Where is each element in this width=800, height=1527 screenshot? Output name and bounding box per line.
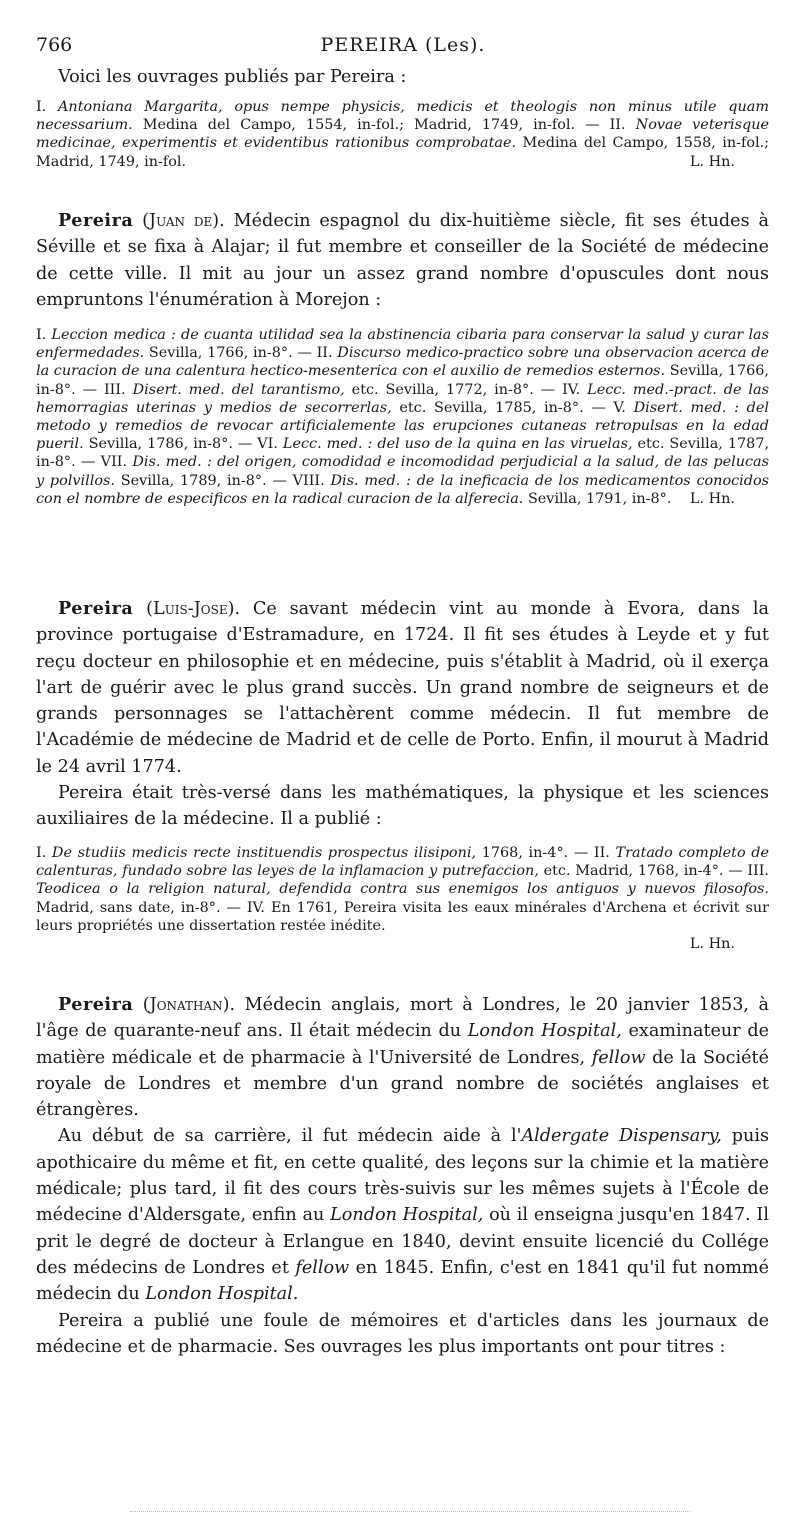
entry-paragraph: Pereira (Jonathan). Médecin anglais, mort à Londres, le 20 janvier 1853, à l'âge de quarante-neuf ans. Il était médecin du London Hospital, examinateur de matière médicale et de pharmacie à l'Université de Londres, fellow de la Société royale de Londres et membre d'un grand nombre de sociétés anglaises et étrangères. xyxy=(36,994,769,1121)
entry-name: Pereira xyxy=(58,598,134,619)
work-title: Dis. med. : de la ineficacia de los medicamentos conocidos con el nombre de especificos en la radical curacion de la alferecia. xyxy=(36,472,770,507)
work-title: Lecc. med. : del uso de la quina en las viruelas, xyxy=(282,436,633,453)
entry-jonathan xyxy=(36,992,769,1360)
author-signature: L. Hn. xyxy=(689,936,735,953)
work-number: IV. xyxy=(246,899,266,916)
work-title: Disert. med. del tarantismo, xyxy=(132,381,345,398)
works-list-3 xyxy=(36,844,769,953)
work-number: III. xyxy=(103,381,126,398)
work-publication: Madrid, sans date, in-8°. — xyxy=(36,899,241,916)
work-title: Disert. med. : del metodo y remedios de revocar artificialemente las erupciones cutaneas retropulsas en la edad pueril. xyxy=(36,399,770,453)
entry-text: Ce savant médecin vint au monde à Evora, dans la province portugaise d'Estramadure, en 1724. Il fit ses études à Leyde et y fut reçu docteur en philosophie et en médecine, puis s'établit à Madrid, où il exerça l'art de guérir avec le plus grand succès. Un grand nombre de seigneurs et de grands personnages se l'attachèrent comme médecin. Il fut membre de l'Académie de médecine de Madrid et de celle de Porto. Enfin, il mourut à Madrid le 24 avril 1774. xyxy=(36,599,770,777)
work-number: IV. xyxy=(562,381,581,398)
work-publication: Sevilla, 1766, in-8°. — xyxy=(36,363,770,398)
entry-name: Pereira xyxy=(58,994,134,1015)
work-publication: etc. Sevilla, 1785, in-8°. — xyxy=(399,399,606,416)
work-number: V. xyxy=(613,399,626,416)
author-signature: L. Hn. xyxy=(689,490,735,507)
work-title: Teodicea o la religion natural, defendida contra sus enemigos los antiguos y nuevos filosofos. xyxy=(36,881,769,898)
work-publication: Medina del Campo, 1554, in-fol.; Madrid, 1749, in-fol. — xyxy=(142,117,600,134)
works-list-2 xyxy=(36,326,769,508)
work-title: Dis. med. : del origen, comodidad e incomodidad perjudicial a la salud, de las pelucas y polvillos. xyxy=(36,454,769,489)
work-title: Novae veterisque medicinae, experimentis et evidentibus rationibus comprobatae. xyxy=(36,117,769,152)
entry-paragraph: Pereira était très-versé dans les mathématiques, la physique et les sciences auxiliaires de la médecine. Il a publié : xyxy=(36,783,769,830)
institution-name: London Hospital, xyxy=(330,1205,484,1226)
institution-name: London Hospital. xyxy=(145,1284,299,1305)
work-publication: Sevilla, 1766, in-8°. — xyxy=(148,345,312,362)
work-title: Leccion medica : de cuanta utilidad sea la abstinencia cibaria para conservar la salud y curar las enfermedades. xyxy=(36,327,770,362)
work-publication: Sevilla, 1791, in-8°. xyxy=(527,490,672,507)
running-header xyxy=(36,34,770,56)
work-number: II. xyxy=(609,117,626,134)
work-number: VII. xyxy=(100,454,128,471)
page-number: 766 xyxy=(36,34,73,56)
institution-name: London Hospital, xyxy=(467,1021,622,1042)
work-publication: etc. Sevilla, 1787, in-8°. — xyxy=(36,436,770,471)
intro-line: Voici les ouvrages publiés par Pereira : xyxy=(58,67,407,87)
works-list-1 xyxy=(36,98,769,171)
author-signature: L. Hn. xyxy=(689,153,735,170)
entry-paragraph: Pereira a publié une foule de mémoires et d'articles dans les journaux de médecine et de pharmacie. Ses ouvrages les plus importants ont pour titres : xyxy=(36,1310,769,1357)
work-number: I. xyxy=(36,99,47,115)
entry-luis xyxy=(36,596,769,833)
entry-juan xyxy=(36,208,769,313)
entry-text: Médecin espagnol du dix-huitième siècle, fit ses études à Séville et se fixa à Alajar; il fut membre et conseiller de la Société de médecine de cette ville. Il mit au jour un assez grand nombre d'opuscules dont nous empruntons l'énumération à Morejon : xyxy=(36,211,770,310)
work-title: Discurso medico-practico sobre una observacion acerca de la curacion de una calentura hectico-mesenterica con el auxilio de remedios esternos. xyxy=(36,345,770,380)
work-number: II. xyxy=(316,345,333,362)
work-number: I. xyxy=(36,327,47,343)
work-publication: Medina del Campo, 1558, in-fol.; Madrid, 1749, in-fol. xyxy=(36,135,770,170)
work-publication: etc. Madrid, 1768, in-4°. — xyxy=(543,863,743,880)
work-publication: 1768, in-4°. — xyxy=(481,845,589,861)
work-number: II. xyxy=(593,845,610,861)
work-number: VIII. xyxy=(292,472,325,489)
work-title: Tratado completo de calenturas, fundado sobre las leyes de la inflamacion y putrefaccion, xyxy=(36,845,769,880)
entry-paragraph xyxy=(36,596,769,780)
work-number: I. xyxy=(36,845,47,861)
running-title: PEREIRA (Les). xyxy=(320,34,486,56)
work-title: De studiis medicis recte instituendis prospectus ilisiponi, xyxy=(51,845,477,861)
work-number: III. xyxy=(747,863,770,880)
work-title: Antoniana Margarita, opus nempe physicis, medicis et theologis non minus utile quam necessarium. xyxy=(36,99,769,134)
footer-rule xyxy=(130,1511,690,1512)
work-publication: Sevilla, 1786, in-8°. — xyxy=(88,436,253,453)
entry-paragraph: Au début de sa carrière, il fut médecin aide à l'Aldergate Dispensary, puis apothicaire du même et fit, en cette qualité, des leçons sur la chimie et la matière médicale; plus tard, il fit des cours très-suivis sur les mêmes sujets à l'École de médecine d'Aldersgate, enfin au London Hospital, où il enseigna jusqu'en 1847. Il prit le degré de docteur à Erlangue en 1840, devint ensuite licencié du Collége des médecins de Londres et fellow en 1845. Enfin, c'est en 1841 qu'il fut nommé médecin du London Hospital. xyxy=(36,1126,770,1305)
work-title: Lecc. med.-pract. de las hemorragias uterinas y medios de secorrerlas, xyxy=(36,381,769,416)
entry-forename: (Jonathan). xyxy=(142,995,236,1015)
entry-forename: (Luis-Jose). xyxy=(146,599,241,619)
work-publication: En 1761, Pereira visita les eaux minérales d'Archena et écrivit sur leurs propriétés une dissertation restée inédite. xyxy=(36,899,770,934)
work-publication: etc. Sevilla, 1772, in-8°. — xyxy=(351,381,556,398)
entry-forename: (Juan de). xyxy=(142,211,225,231)
entry-name: Pereira xyxy=(58,210,134,231)
institution-name: Aldergate Dispensary, xyxy=(521,1126,722,1147)
work-number: VI. xyxy=(257,436,278,453)
work-publication: Sevilla, 1789, in-8°. — xyxy=(120,472,287,489)
